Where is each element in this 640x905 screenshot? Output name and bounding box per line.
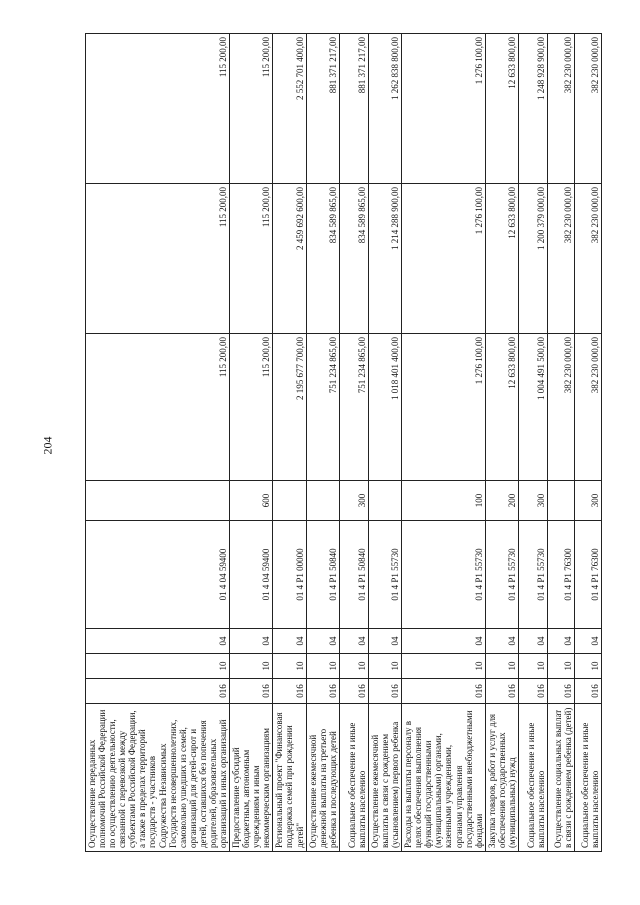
sum-year-2: 834 589 865,00	[306, 184, 339, 334]
target-article-code: 01 4 04 59400	[230, 521, 273, 629]
expense-type-code: 600	[230, 481, 273, 521]
sum-year-3: 1 248 928 900,00	[518, 34, 547, 184]
ministry-code: 016	[368, 679, 401, 704]
row-description: Осуществление ежемесячной выплаты в связи с рождением (усыновлением) первого ребенка	[368, 704, 401, 852]
table-row	[485, 34, 518, 852]
sum-year-2: 1 214 288 900,00	[368, 184, 401, 334]
section-code: 10	[306, 654, 339, 679]
expense-type-code: 300	[339, 481, 368, 521]
sum-year-3: 881 371 217,00	[339, 34, 368, 184]
ministry-code: 016	[230, 679, 273, 704]
sum-year-3: 12 633 800,00	[485, 34, 518, 184]
section-code: 10	[518, 654, 547, 679]
target-article-code: 01 4 P1 55730	[368, 521, 401, 629]
sum-year-1: 751 234 865,00	[306, 334, 339, 481]
target-article-code: 01 4 P1 50840	[306, 521, 339, 629]
section-code: 10	[339, 654, 368, 679]
row-description: Расходы на выплаты персоналу в целях обеспечения выполнения функций государственными (муниципальными) органами, казенными учреждениями, органами управления государственными внебюджетными фондами	[402, 704, 486, 852]
table-row	[368, 34, 401, 852]
sum-year-1: 1 018 401 400,00	[368, 334, 401, 481]
section-code: 10	[230, 654, 273, 679]
target-article-code: 01 4 P1 76300	[574, 521, 601, 629]
expense-type-code: 300	[574, 481, 601, 521]
section-code: 10	[402, 654, 486, 679]
row-description: Осуществление социальных выплат в связи с рождением ребенка (детей)	[547, 704, 574, 852]
row-description: Региональный проект "Финансовая поддержка семей при рождении детей"	[273, 704, 306, 852]
subsection-code: 04	[273, 629, 306, 654]
table-row	[339, 34, 368, 852]
table-row	[547, 34, 574, 852]
row-description: Закупка товаров, работ и услуг для обеспечения государственных (муниципальных) нужд	[485, 704, 518, 852]
row-description: Предоставление субсидий бюджетным, автономным учреждениям и иным некоммерческим организациям	[230, 704, 273, 852]
sum-year-2: 115 200,00	[230, 184, 273, 334]
sum-year-1: 751 234 865,00	[339, 334, 368, 481]
row-description: Осуществление переданных полномочий Российской Федерации по осуществлению деятельности, связанной с перевозкой между субъектами Российской Федерации, а также в пределах территорий государств - участников Содружества Независимых Государств несовершеннолетних, самовольно ушедших из семей, организаций для детей-сирот и детей, оставшихся без попечения родителей, образовательных организаций и иных организаций	[86, 704, 230, 852]
subsection-code: 04	[230, 629, 273, 654]
sum-year-2: 1 200 379 000,00	[518, 184, 547, 334]
expense-type-code	[273, 481, 306, 521]
sum-year-2: 382 230 000,00	[574, 184, 601, 334]
ministry-code: 016	[86, 679, 230, 704]
sum-year-1: 115 200,00	[86, 334, 230, 481]
subsection-code: 04	[547, 629, 574, 654]
budget-sheet	[85, 34, 600, 852]
table-row	[518, 34, 547, 852]
subsection-code: 04	[86, 629, 230, 654]
table-row	[574, 34, 601, 852]
ministry-code: 016	[306, 679, 339, 704]
sum-year-3: 2 552 701 400,00	[273, 34, 306, 184]
table-row	[230, 34, 273, 852]
expense-type-code	[547, 481, 574, 521]
sum-year-1: 115 200,00	[230, 334, 273, 481]
ministry-code: 016	[547, 679, 574, 704]
ministry-code: 016	[518, 679, 547, 704]
ministry-code: 016	[485, 679, 518, 704]
row-description: Социальное обеспечение и иные выплаты населению	[574, 704, 601, 852]
sum-year-1: 2 195 677 700,00	[273, 334, 306, 481]
sum-year-2: 834 589 865,00	[339, 184, 368, 334]
ministry-code: 016	[402, 679, 486, 704]
section-code: 10	[86, 654, 230, 679]
subsection-code: 04	[339, 629, 368, 654]
sum-year-1: 12 633 800,00	[485, 334, 518, 481]
table-row	[402, 34, 486, 852]
ministry-code: 016	[574, 679, 601, 704]
subsection-code: 04	[574, 629, 601, 654]
ministry-code: 016	[273, 679, 306, 704]
sum-year-2: 382 230 000,00	[547, 184, 574, 334]
sum-year-2: 2 459 692 600,00	[273, 184, 306, 334]
sum-year-3: 382 230 000,00	[547, 34, 574, 184]
section-code: 10	[574, 654, 601, 679]
sum-year-2: 115 200,00	[86, 184, 230, 334]
sum-year-2: 12 633 800,00	[485, 184, 518, 334]
expense-type-code	[306, 481, 339, 521]
target-article-code: 01 4 P1 00000	[273, 521, 306, 629]
expense-type-code	[368, 481, 401, 521]
sum-year-2: 1 276 100,00	[402, 184, 486, 334]
sum-year-1: 382 230 000,00	[574, 334, 601, 481]
sum-year-1: 1 004 491 500,00	[518, 334, 547, 481]
sum-year-1: 1 276 100,00	[402, 334, 486, 481]
target-article-code: 01 4 P1 55730	[518, 521, 547, 629]
expense-type-code	[86, 481, 230, 521]
section-code: 10	[547, 654, 574, 679]
section-code: 10	[273, 654, 306, 679]
budget-table	[85, 33, 602, 852]
sum-year-3: 382 230 000,00	[574, 34, 601, 184]
target-article-code: 01 4 P1 55730	[402, 521, 486, 629]
section-code: 10	[485, 654, 518, 679]
expense-type-code: 300	[518, 481, 547, 521]
target-article-code: 01 4 P1 55730	[485, 521, 518, 629]
sum-year-1: 382 230 000,00	[547, 334, 574, 481]
target-article-code: 01 4 04 59400	[86, 521, 230, 629]
page-number: 204	[40, 436, 55, 455]
sum-year-3: 115 200,00	[86, 34, 230, 184]
expense-type-code: 100	[402, 481, 486, 521]
table-row	[273, 34, 306, 852]
expense-type-code: 200	[485, 481, 518, 521]
section-code: 10	[368, 654, 401, 679]
subsection-code: 04	[402, 629, 486, 654]
sum-year-3: 881 371 217,00	[306, 34, 339, 184]
row-description: Социальное обеспечение и иные выплаты населению	[518, 704, 547, 852]
subsection-code: 04	[485, 629, 518, 654]
subsection-code: 04	[518, 629, 547, 654]
target-article-code: 01 4 P1 76300	[547, 521, 574, 629]
sum-year-3: 115 200,00	[230, 34, 273, 184]
table-row	[306, 34, 339, 852]
subsection-code: 04	[368, 629, 401, 654]
ministry-code: 016	[339, 679, 368, 704]
target-article-code: 01 4 P1 50840	[339, 521, 368, 629]
table-row	[86, 34, 230, 852]
sum-year-3: 1 262 838 800,00	[368, 34, 401, 184]
sum-year-3: 1 276 100,00	[402, 34, 486, 184]
row-description: Осуществление ежемесячной денежной выплаты на третьего ребенка и последующих детей	[306, 704, 339, 852]
row-description: Социальное обеспечение и иные выплаты населению	[339, 704, 368, 852]
subsection-code: 04	[306, 629, 339, 654]
rotated-table-frame	[85, 34, 600, 852]
